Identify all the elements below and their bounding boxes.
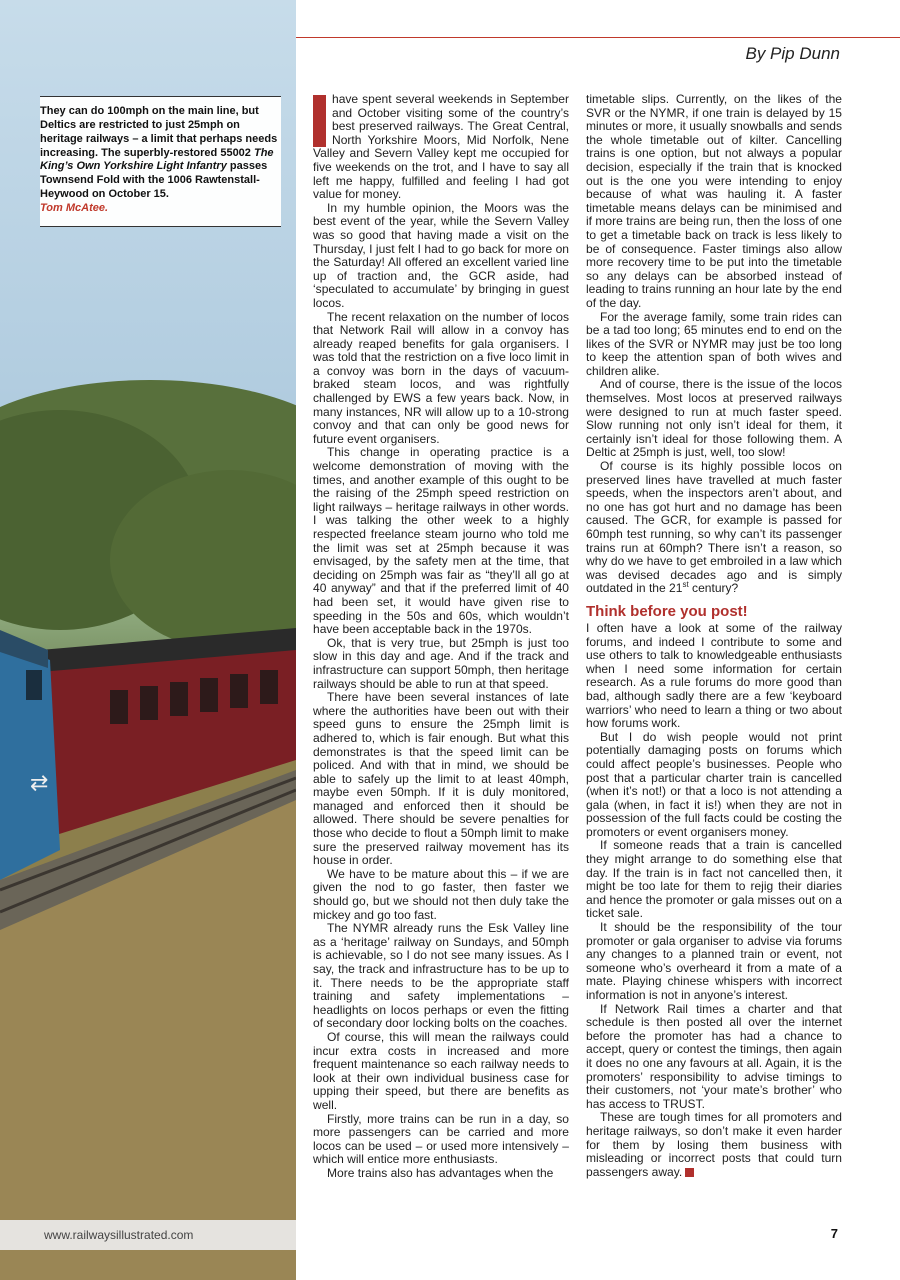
paragraph-text: have spent several weekends in September and October visiting some of the country’s best preserved railways. The Great Central, North Yorkshire Moors, Mid Norfolk, Nene Valley and Severn Valley kept me occupied for five weekends on the trot, and I have to say all left me happy, fulfilled and feeling I had got value for money. (313, 92, 569, 202)
page-number: 7 (830, 1226, 838, 1241)
cab-window (26, 670, 42, 700)
article-paragraph (586, 460, 842, 596)
coach-window (230, 674, 248, 708)
article-paragraph: For the average family, some train rides can be a tad too long; 65 minutes end to end on the likes of the SVR or NYMR may just be too long to keep the attention span of both wives and children alike. (586, 309, 842, 378)
coach-window (170, 682, 188, 716)
drop-cap (313, 95, 326, 147)
coach-window (110, 690, 128, 724)
header-rule (296, 37, 900, 38)
article-paragraph: I often have a look at some of the railway forums, and indeed I contribute to some and use others to talk to knowledgeable enthusiasts when I need some information for certain research. As a rule forums do more good than bad, although sadly there are a few ‘keyboard warriors’ who need to learn a thing or two about how forums work. (586, 620, 842, 731)
article-paragraph: Ok, that is very true, but 25mph is just too slow in this day and age. And if the track and infrastructure can support 50mph, then heritage railways should be able to run at that speed. (313, 635, 569, 691)
coach-window (200, 678, 218, 712)
article-paragraph: Firstly, more trains can be run in a day, so more passengers can be carried and more locos can be used – or used more intensively – which will entice more enthusiasts. (313, 1111, 569, 1167)
caption-text: They can do 100mph on the main line, but Deltics are restricted to just 25mph on heritage railways – a limit that perhaps needs increasing. The superbly-restored 55002 (40, 105, 278, 159)
article-paragraph (313, 93, 569, 202)
coach-window (140, 686, 158, 720)
article-paragraph: This change in operating practice is a welcome demonstration of moving with the times, and another example of this ought to be the raising of the 25mph speed restriction on light railways – heritage railways in other words. I was talking the other week to a highly respected freelance steam journo who told me the limit was set at 25mph because it was envisaged, by the safety men at the time, that deciding on 25mph was fair as “they’ll all go at 40 anyway” and that if the preferred limit of 40 had been set, it would have given rise to speeding in the 50s and 60s, which wouldn’t have been acceptable back in the 1970s. (313, 445, 569, 637)
article-paragraph: And of course, there is the issue of the locos themselves. Most locos at preserved railways were designed to run at much faster speed. Slow running not only isn’t ideal for them, it certainly isn’t ideal for those following them. A Deltic at 25mph is just, well, too slow! (586, 377, 842, 460)
paragraph-text: These are tough times for all promoters and heritage railways, so don’t make it even harder for them by losing them business with misleading or incorrect posts that could turn passengers away. (586, 1110, 842, 1179)
website-url: www.railwaysillustrated.com (44, 1228, 194, 1242)
superscript: st (682, 580, 689, 590)
end-of-article-mark (685, 1168, 694, 1177)
coach-window (260, 670, 278, 704)
article-paragraph: More trains also has advantages when the (327, 1165, 554, 1180)
article-paragraph: If Network Rail times a charter and that schedule is then posted all over the internet before the promoter has had a chance to accept, query or contest the timings, then again it does no one any favours at all. Again, it is the promoters’ responsibility to advise timings to their customers, not ‘your mate’s brother’ who has access to TRUST. (586, 1001, 842, 1111)
photo-credit: Tom McAtee. (40, 202, 109, 215)
photo-caption (40, 96, 281, 227)
double-arrow-logo: ⇄ (30, 771, 49, 796)
byline: By Pip Dunn (745, 44, 840, 63)
article-paragraph: But I do wish people would not print potentially damaging posts on forums which could affect people’s businesses. People who post that a particular charter train is cancelled (when it’s not!) or that a loco is not attending a gala (when, in fact it is!) when they are not in possession of the full facts could be costing the promoters or event organisers money. (586, 729, 842, 839)
article-paragraph: There have been several instances of late where the authorities have been out with their speed guns to ensure the 25mph limit is adhered to, which is fair enough. But what this demonstrates is that the speed limit can be policed. And with that in mind, we should be able to safely up the limit to at least 40mph, maybe even 50mph. If it is duly monitored, managed and enforced then it should be allowed. There should be severe penalties for those who decide to flout a 50mph limit to make sure the preserved railway movement has its house in order. (313, 690, 569, 868)
article-paragraph: Of course, this will mean the railways could incur extra costs in increased and more frequent maintenance so each railway needs to look at their own individual business case for upping their speed, but there are benefits as well. (313, 1029, 569, 1112)
article-paragraph: The recent relaxation on the number of locos that Network Rail will allow in a convoy has already reaped benefits for gala organisers. I was told that the restriction on a five loco limit in a convoy was born in the days of vacuum-braked steam locos, and was rightfully challenged by EWS a few years back. Now, in many instances, NR will allow up to a 10-strong convoy and that can only be good news for future event organisers. (313, 309, 569, 446)
caption-loco-name: The King’s Own Yorkshire Light Infantry (40, 146, 274, 173)
article-paragraph: If someone reads that a train is cancelled they might arrange to do something else that day. If the train is in fact not cancelled then, it might be too late for them to rejig their diaries and hence the promoter or gala misses out on a ticket sale. (586, 838, 842, 921)
article-paragraph: In my humble opinion, the Moors was the best event of the year, while the Severn Valley was so good that having made a visit on the Thursday, I just felt I had to go back for more on the Saturday! All offered an excellent varied line up of traction and, the GCR aside, had ‘speculated to accumulate’ by bringing in guest locos. (313, 200, 569, 310)
article-paragraph: It should be the responsibility of the tour promoter or gala organiser to advise via forums any changes to a planned train or event, not someone who’s overheard it from a mate of a mate. Playing chinese whispers with incorrect information is not in anyone’s interest. (586, 920, 842, 1002)
article-paragraph: The NYMR already runs the Esk Valley line as a ‘heritage’ railway on Sundays, and 50mph is achievable, so I do not see many issues. As I say, the track and infrastructure has to be up to it. There needs to be the appropriate staff training and safety implementations – headlights on locos perhaps or even the fitting of secondary door locking bolts on the coaches. (313, 921, 569, 1031)
paragraph-text: Of course is its highly possible locos on preserved lines have travelled at much faster speeds, when the inspectors aren’t about, and no one has got hurt and no damage has been caused. The GCR, for example is passed for 60mph test running, so why can’t its passenger trains run at 60mph? There isn’t a reason, so why do we have to get embroiled in a law which was devised decades ago and is simply outdated in the 21 (586, 459, 842, 596)
article-paragraph: timetable slips. Currently, on the likes of the SVR or the NYMR, if one train is delayed by 15 minutes or more, it usually snowballs and sends the whole timetable out of kilter. Cancelling trains is one option, but not always a popular decision, especially if the train that is knocked out is the one you were intending to enjoy because of what was hauling it. A faster timetable means delays can be minimised and if more trains are being run, then the loss of one to get a timetable back on track is less likely to be of consequence. Faster timings also allow more recovery time to be put into the timetable so any delays can be absorbed instead of leading to trains running an hour late by the end of the day. (586, 92, 842, 310)
article-column-2 (586, 93, 842, 1179)
section-subheading: Think before you post! (586, 602, 748, 620)
caption-text-end: passes Townsend Fold with the 1006 Rawtenstall-Heywood on October 15. (40, 160, 268, 201)
article-column-1 (313, 93, 569, 1181)
paragraph-text-end: century? (688, 581, 739, 596)
article-paragraph: We have to be mature about this – if we are given the nod to go faster, then faster we should go, but we should not then duly take the mickey and go too fast. (313, 866, 569, 922)
article-paragraph (586, 1111, 842, 1179)
